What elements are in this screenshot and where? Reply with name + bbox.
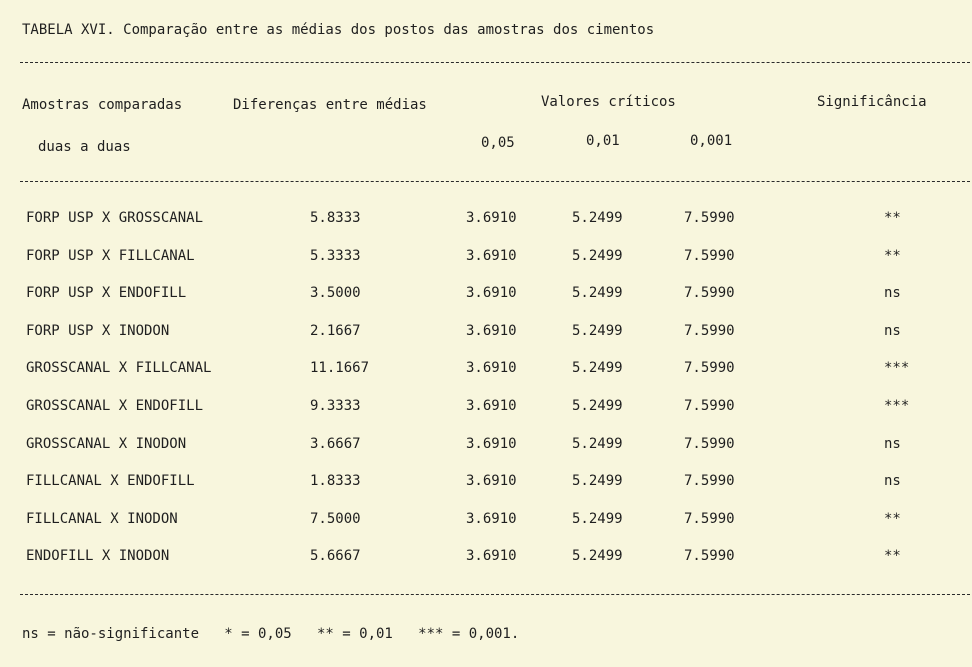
row-crit-0001: 7.5990: [684, 210, 735, 226]
table-row: [0, 430, 972, 460]
legend: ns = não-significante * = 0,05 ** = 0,01 *** = 0,001.: [22, 626, 520, 642]
header-pairs-line1: Amostras comparadas: [22, 97, 183, 113]
bottom-rule: [20, 594, 970, 595]
row-crit-005: 3.6910: [466, 548, 517, 565]
row-difference: 7.5000: [310, 510, 361, 527]
row-difference: 2.1667: [310, 322, 361, 339]
header-critical-values: Valores críticos: [541, 94, 676, 110]
row-pair: GROSSCANAL X FILLCANAL: [26, 360, 212, 377]
header-pairs-line2: duas a duas: [38, 139, 131, 155]
table-row: [0, 392, 972, 422]
row-pair: FORP USP X INODON: [26, 322, 170, 339]
row-significance: ns: [884, 285, 901, 302]
row-crit-005: 3.6910: [466, 473, 517, 490]
row-pair: FILLCANAL X INODON: [26, 510, 178, 527]
row-difference: 5.3333: [310, 247, 361, 264]
row-crit-0001: 7.5990: [684, 510, 735, 527]
row-difference: 5.8333: [310, 210, 361, 226]
row-crit-0001: 7.5990: [684, 398, 735, 414]
table-row: [0, 279, 972, 309]
row-crit-0001: 7.5990: [684, 247, 735, 264]
row-pair: FORP USP X ENDOFILL: [26, 285, 187, 302]
row-significance: ***: [884, 360, 910, 377]
row-significance: **: [884, 548, 901, 565]
row-crit-005: 3.6910: [466, 322, 517, 339]
row-difference: 1.8333: [310, 473, 361, 490]
row-difference: 3.5000: [310, 285, 361, 302]
row-crit-001: 5.2499: [572, 548, 623, 565]
table-row: [0, 505, 972, 535]
row-crit-005: 3.6910: [466, 247, 517, 264]
row-significance: **: [884, 247, 901, 264]
row-crit-001: 5.2499: [572, 210, 623, 226]
row-crit-001: 5.2499: [572, 247, 623, 264]
row-crit-0001: 7.5990: [684, 435, 735, 452]
row-crit-0001: 7.5990: [684, 473, 735, 490]
row-significance: ns: [884, 435, 901, 452]
table-row: [0, 354, 972, 384]
row-crit-005: 3.6910: [466, 360, 517, 377]
table-row: [0, 242, 972, 272]
row-crit-001: 5.2499: [572, 398, 623, 414]
row-crit-0001: 7.5990: [684, 360, 735, 377]
table-row: [0, 204, 972, 234]
row-crit-0001: 7.5990: [684, 548, 735, 565]
row-significance: ***: [884, 398, 910, 414]
table-row: [0, 317, 972, 347]
row-crit-001: 5.2499: [572, 285, 623, 302]
row-pair: ENDOFILL X INODON: [26, 548, 170, 565]
table-row: [0, 467, 972, 497]
row-significance: **: [884, 210, 901, 226]
header-crit-0001: 0,001: [690, 133, 733, 149]
header-differences: Diferenças entre médias: [233, 97, 427, 113]
row-pair: FORP USP X FILLCANAL: [26, 247, 195, 264]
row-pair: FILLCANAL X ENDOFILL: [26, 473, 195, 490]
row-pair: GROSSCANAL X ENDOFILL: [26, 398, 204, 414]
row-difference: 9.3333: [310, 398, 361, 414]
row-pair: GROSSCANAL X INODON: [26, 435, 187, 452]
row-significance: ns: [884, 322, 901, 339]
row-crit-001: 5.2499: [572, 360, 623, 377]
row-crit-001: 5.2499: [572, 435, 623, 452]
row-pair: FORP USP X GROSSCANAL: [26, 210, 204, 226]
top-rule: [20, 62, 970, 63]
row-crit-005: 3.6910: [466, 210, 517, 226]
row-crit-005: 3.6910: [466, 435, 517, 452]
header-crit-001: 0,01: [586, 133, 620, 149]
table-title: TABELA XVI. Comparação entre as médias dos postos das amostras dos cimentos: [22, 22, 655, 38]
row-difference: 11.1667: [310, 360, 370, 377]
row-crit-005: 3.6910: [466, 285, 517, 302]
row-crit-005: 3.6910: [466, 398, 517, 414]
header-rule: [20, 181, 970, 182]
header-significance: Significância: [817, 94, 927, 110]
table-row: [0, 542, 972, 572]
row-difference: 5.6667: [310, 548, 361, 565]
row-crit-001: 5.2499: [572, 322, 623, 339]
row-crit-001: 5.2499: [572, 473, 623, 490]
row-difference: 3.6667: [310, 435, 361, 452]
header-crit-005: 0,05: [481, 135, 515, 151]
row-crit-005: 3.6910: [466, 510, 517, 527]
row-crit-001: 5.2499: [572, 510, 623, 527]
row-crit-0001: 7.5990: [684, 285, 735, 302]
row-significance: **: [884, 510, 901, 527]
row-significance: ns: [884, 473, 901, 490]
row-crit-0001: 7.5990: [684, 322, 735, 339]
